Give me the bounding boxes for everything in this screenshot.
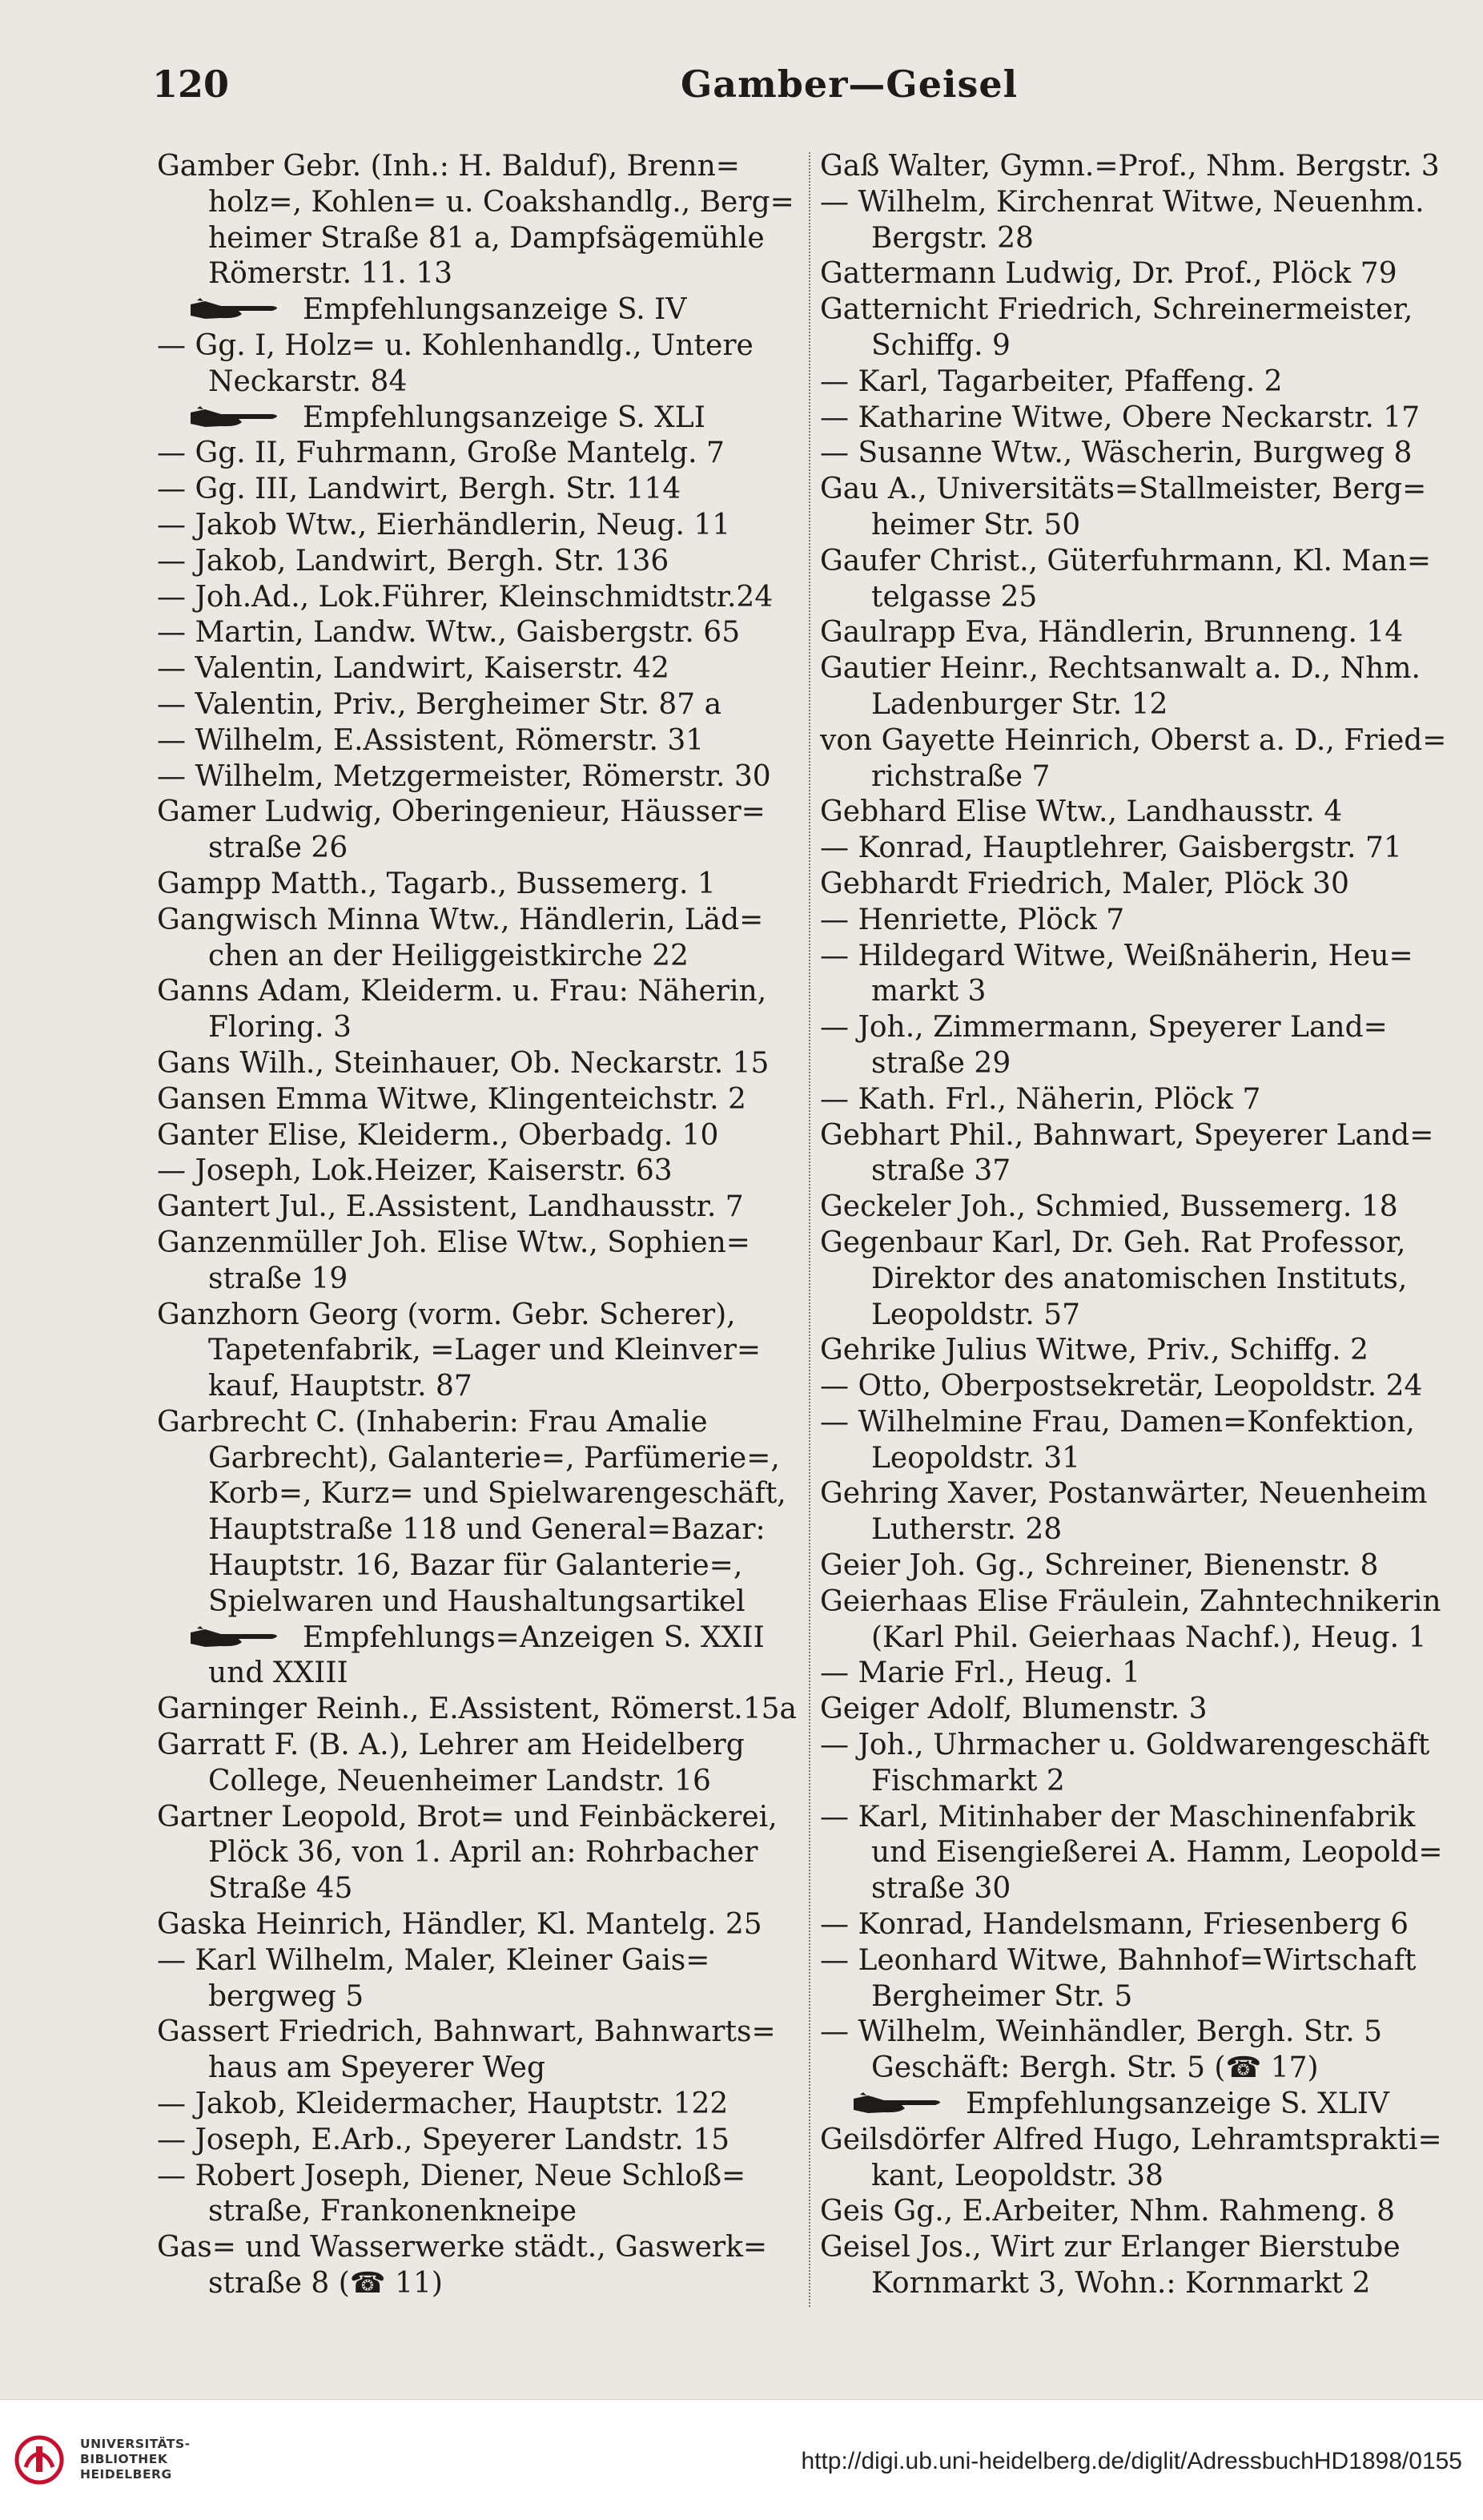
directory-entry: [820, 867, 1469, 903]
directory-entry: [157, 2123, 798, 2159]
entry-text: bergweg 5: [208, 1979, 364, 2013]
pointing-hand-icon: [189, 298, 285, 322]
entry-text: Tapetenfabrik, =Lager und Kleinver=: [208, 1334, 762, 1367]
entry-text: chen an der Heiliggeistkirche 22: [208, 939, 689, 972]
entry-text: — Wilhelm, Metzgermeister, Römerstr. 30: [157, 759, 771, 793]
entry-text: Geisel Jos., Wirt zur Erlanger Bierstube: [820, 2231, 1401, 2264]
entry-text: Empfehlungs=Anzeigen S. XXII: [303, 1620, 765, 1654]
entry-text: Geierhaas Elise Fräulein, Zahntechnikerin: [820, 1584, 1441, 1618]
entry-text: — Susanne Wtw., Wäscherin, Burgweg 8: [820, 437, 1413, 470]
entry-text: — Konrad, Handelsmann, Friesenberg 6: [820, 1908, 1409, 1942]
entry-text: — Wilhelmine Frau, Damen=Konfektion,: [820, 1405, 1415, 1439]
entry-text: Gas= und Wasserwerke städt., Gaswerk=: [157, 2231, 768, 2264]
entry-text: Römerstr. 11. 13: [208, 257, 453, 291]
entry-text: Geschäft: Bergh. Str. 5 (☎ 17): [871, 2051, 1319, 2085]
entry-text: Gampp Matth., Tagarb., Bussemerg. 1: [157, 867, 716, 900]
entry-text: Schiffg. 9: [871, 328, 1011, 362]
entry-text: Spielwaren und Haushaltungsartikel: [208, 1584, 746, 1618]
entry-text: (Karl Phil. Geierhaas Nachf.), Heug. 1: [871, 1620, 1427, 1654]
directory-entry: [820, 256, 1469, 292]
directory-entry: [157, 1692, 798, 1728]
library-name-line-3: HEIDELBERG: [80, 2467, 172, 2482]
entry-text: Gassert Friedrich, Bahnwart, Bahnwarts=: [157, 2015, 776, 2049]
directory-entry: [820, 544, 1469, 580]
entry-text: — Kath. Frl., Näherin, Plöck 7: [820, 1082, 1261, 1116]
directory-entry: [157, 1226, 798, 1262]
entry-continuation: [820, 1262, 1469, 1298]
directory-entry: [820, 1082, 1469, 1118]
directory-entry: [157, 651, 798, 687]
directory-entry: [157, 1800, 798, 1836]
entry-continuation: [820, 1764, 1469, 1800]
entry-text: Empfehlungsanzeige S. IV: [303, 293, 687, 327]
entry-text: Ganter Elise, Kleiderm., Oberbadg. 10: [157, 1118, 719, 1152]
entry-continuation: [820, 508, 1469, 544]
directory-entry: [820, 185, 1469, 221]
entry-continuation: [820, 1153, 1469, 1190]
entry-continuation: [157, 256, 798, 292]
entry-text: Gamber Gebr. (Inh.: H. Balduf), Brenn=: [157, 150, 740, 183]
entry-text: — Martin, Landw. Wtw., Gaisbergstr. 65: [157, 616, 741, 650]
entry-continuation: [157, 1333, 798, 1369]
entry-text: Gegenbaur Karl, Dr. Geh. Rat Professor,: [820, 1226, 1406, 1259]
entry-text: — Jakob, Landwirt, Bergh. Str. 136: [157, 544, 669, 578]
entry-text: Leopoldstr. 31: [871, 1441, 1081, 1475]
directory-entry: [157, 508, 798, 544]
entry-text: Gaska Heinrich, Händler, Kl. Mantelg. 25: [157, 1908, 762, 1942]
directory-entry: [820, 149, 1469, 185]
directory-entry: [157, 2087, 798, 2123]
entry-continuation: [157, 2266, 798, 2302]
entry-continuation: [157, 1369, 798, 1405]
entry-text: — Konrad, Hauptlehrer, Gaisbergstr. 71: [820, 831, 1402, 865]
entry-text: Floring. 3: [208, 1011, 352, 1045]
entry-text: Gebhart Phil., Bahnwart, Speyerer Land=: [820, 1118, 1434, 1152]
entry-text: Gamer Ludwig, Oberingenieur, Häusser=: [157, 795, 766, 829]
entry-text: Gans Wilh., Steinhauer, Ob. Neckarstr. 15: [157, 1046, 770, 1080]
entry-text: Geier Joh. Gg., Schreiner, Bienenstr. 8: [820, 1549, 1379, 1583]
viewer-footer: [0, 2399, 1483, 2520]
entry-text: Gatternicht Friedrich, Schreinermeister,: [820, 293, 1413, 327]
entry-text: — Wilhelm, E.Assistent, Römerstr. 31: [157, 723, 705, 757]
pointing-hand-icon: [189, 406, 285, 430]
entry-continuation: [157, 1476, 798, 1512]
directory-entry: [157, 1405, 798, 1441]
entry-continuation: [157, 2194, 798, 2230]
directory-entry: [157, 2015, 798, 2051]
directory-entry: [157, 544, 798, 580]
entry-continuation: [157, 185, 798, 221]
entry-text: Gantert Jul., E.Assistent, Landhausstr. 7: [157, 1190, 744, 1224]
entry-text: — Jakob, Kleidermacher, Hauptstr. 122: [157, 2087, 729, 2121]
entry-text: Garninger Reinh., E.Assistent, Römerst.15a: [157, 1693, 797, 1726]
directory-entry: [820, 1369, 1469, 1405]
entry-text: Gangwisch Minna Wtw., Händlerin, Läd=: [157, 903, 764, 936]
entry-text: — Karl Wilhelm, Maler, Kleiner Gais=: [157, 1943, 710, 1977]
pointing-hand-icon: [852, 2092, 948, 2116]
entry-text: Gaulrapp Eva, Händlerin, Brunneng. 14: [820, 616, 1404, 650]
entry-text: — Joh., Zimmermann, Speyerer Land=: [820, 1011, 1388, 1045]
entry-text: — Wilhelm, Weinhändler, Bergh. Str. 5: [820, 2015, 1383, 2049]
entry-continuation: [820, 221, 1469, 257]
entry-text: kant, Leopoldstr. 38: [871, 2159, 1163, 2192]
directory-entry: [820, 795, 1469, 831]
entry-text: Gebhardt Friedrich, Maler, Plöck 30: [820, 867, 1349, 900]
entry-text: straße 26: [208, 831, 348, 865]
directory-entry: [820, 401, 1469, 437]
entry-text: Ganns Adam, Kleiderm. u. Frau: Näherin,: [157, 975, 767, 1008]
column-divider: [809, 152, 810, 2307]
advertisement-reference: [157, 1620, 798, 1657]
pointing-hand-icon: [189, 1626, 285, 1650]
directory-entry: [157, 1943, 798, 1979]
entry-text: Garbrecht C. (Inhaberin: Frau Amalie: [157, 1405, 708, 1439]
entry-text: Leopoldstr. 57: [871, 1298, 1081, 1331]
entry-text: telgasse 25: [871, 580, 1038, 614]
directory-entry: [157, 1298, 798, 1334]
entry-text: — Gg. II, Fuhrmann, Große Mantelg. 7: [157, 437, 725, 470]
directory-entry: [820, 1728, 1469, 1764]
entry-text: College, Neuenheimer Landstr. 16: [208, 1764, 711, 1797]
entry-continuation: [820, 1871, 1469, 1907]
permalink-url[interactable]: http://digi.ub.uni-heidelberg.de/diglit/AdressbuchHD1898/0155: [801, 2448, 1462, 2474]
entry-text: Bergheimer Str. 5: [871, 1979, 1133, 2013]
entry-text: Gaufer Christ., Güterfuhrmann, Kl. Man=: [820, 544, 1432, 578]
entry-text: Geckeler Joh., Schmied, Bussemerg. 18: [820, 1190, 1398, 1224]
entry-continuation: [820, 2051, 1469, 2087]
entry-text: — Robert Joseph, Diener, Neue Schloß=: [157, 2159, 746, 2192]
entry-text: — Joseph, E.Arb., Speyerer Landstr. 15: [157, 2123, 730, 2156]
entry-continuation: [157, 1871, 798, 1907]
entry-text: — Henriette, Plöck 7: [820, 903, 1125, 936]
entry-continuation: [157, 1010, 798, 1046]
directory-entry: [157, 436, 798, 472]
entry-text: straße 8 (☎ 11): [208, 2267, 443, 2301]
directory-entry: [820, 2015, 1469, 2051]
entry-text: Bergstr. 28: [871, 221, 1034, 255]
directory-entry: [820, 1548, 1469, 1584]
directory-entry: [820, 1907, 1469, 1943]
entry-text: — Karl, Tagarbeiter, Pfaffeng. 2: [820, 364, 1283, 398]
entry-text: Lutherstr. 28: [871, 1513, 1063, 1547]
entry-text: und XXIII: [208, 1657, 348, 1690]
directory-entry: [820, 1226, 1469, 1262]
entry-continuation: [157, 1656, 798, 1692]
entry-text: heimer Str. 50: [871, 508, 1081, 541]
entry-text: — Wilhelm, Kirchenrat Witwe, Neuenhm.: [820, 185, 1425, 219]
entry-text: — Joh., Uhrmacher u. Goldwarengeschäft: [820, 1729, 1430, 1762]
entry-text: Geilsdörfer Alfred Hugo, Lehramtsprakti=: [820, 2123, 1442, 2156]
entry-text: Gehring Xaver, Postanwärter, Neuenheim: [820, 1477, 1428, 1511]
directory-entry: [157, 1046, 798, 1082]
advertisement-reference: [157, 292, 798, 328]
entry-text: Korb=, Kurz= und Spielwarengeschäft,: [208, 1477, 786, 1511]
directory-entry: [820, 1800, 1469, 1836]
entry-text: straße 19: [208, 1262, 348, 1295]
entry-text: Straße 45: [208, 1872, 353, 1906]
entry-text: Gehrike Julius Witwe, Priv., Schiffg. 2: [820, 1334, 1368, 1367]
entry-continuation: [820, 687, 1469, 723]
entry-continuation: [157, 831, 798, 867]
entry-text: Gattermann Ludwig, Dr. Prof., Plöck 79: [820, 257, 1397, 291]
entry-text: Plöck 36, von 1. April an: Rohrbacher: [208, 1836, 758, 1870]
entry-continuation: [820, 1046, 1469, 1082]
entry-continuation: [157, 1262, 798, 1298]
entry-text: Gau A., Universitäts=Stallmeister, Berg=: [820, 473, 1427, 506]
entry-text: — Hildegard Witwe, Weißnäherin, Heu=: [820, 939, 1413, 972]
directory-entry: [157, 472, 798, 508]
directory-entry: [820, 364, 1469, 401]
entry-continuation: [820, 580, 1469, 616]
directory-entry: [820, 651, 1469, 687]
entry-text: heimer Straße 81 a, Dampfsägemühle: [208, 221, 765, 255]
directory-entry: [157, 1907, 798, 1943]
entry-text: Gebhard Elise Wtw., Landhausstr. 4: [820, 795, 1343, 829]
directory-entry: [820, 723, 1469, 759]
entry-text: straße 37: [871, 1154, 1011, 1188]
page-number: 120: [152, 62, 230, 106]
library-name-line-2: BIBLIOTHEK: [80, 2452, 168, 2466]
directory-entry: [157, 723, 798, 759]
entry-continuation: [157, 1835, 798, 1871]
entry-continuation: [157, 1512, 798, 1548]
directory-entry: [157, 867, 798, 903]
directory-entry: [157, 2159, 798, 2195]
advertisement-reference: [820, 2087, 1469, 2123]
directory-entry: [820, 831, 1469, 867]
directory-entry: [157, 149, 798, 185]
entry-continuation: [157, 2051, 798, 2087]
entry-continuation: [820, 1835, 1469, 1871]
entry-text: — Gg. III, Landwirt, Bergh. Str. 114: [157, 473, 681, 506]
entry-text: — Joseph, Lok.Heizer, Kaiserstr. 63: [157, 1154, 673, 1188]
directory-entry: [157, 903, 798, 939]
entry-text: Empfehlungsanzeige S. XLIV: [966, 2087, 1389, 2121]
directory-entry: [820, 1656, 1469, 1692]
entry-text: — Valentin, Landwirt, Kaiserstr. 42: [157, 652, 669, 686]
entry-text: — Valentin, Priv., Bergheimer Str. 87 a: [157, 687, 722, 721]
directory-entry: [820, 1584, 1469, 1620]
entry-text: Gaß Walter, Gymn.=Prof., Nhm. Bergstr. 3: [820, 150, 1440, 183]
entry-text: kauf, Hauptstr. 87: [208, 1370, 472, 1403]
entry-continuation: [820, 2159, 1469, 2195]
entry-continuation: [157, 364, 798, 401]
library-name-line-1: UNIVERSITÄTS-: [80, 2437, 191, 2451]
entry-text: richstraße 7: [871, 759, 1051, 793]
entry-text: Garbrecht), Galanterie=, Parfümerie=,: [208, 1441, 780, 1475]
entry-text: Gartner Leopold, Brot= und Feinbäckerei,: [157, 1800, 778, 1834]
entry-text: Geis Gg., E.Arbeiter, Nhm. Rahmeng. 8: [820, 2195, 1396, 2228]
entry-continuation: [820, 1979, 1469, 2015]
entry-continuation: [820, 1298, 1469, 1334]
entry-text: Ganzhorn Georg (vorm. Gebr. Scherer),: [157, 1298, 736, 1331]
directory-entry: [157, 1153, 798, 1190]
directory-entry: [820, 1333, 1469, 1369]
left-column: [157, 149, 798, 2302]
entry-continuation: [820, 1620, 1469, 1657]
entry-text: — Leonhard Witwe, Bahnhof=Wirtschaft: [820, 1943, 1417, 1977]
directory-entry: [820, 2230, 1469, 2266]
entry-continuation: [820, 1512, 1469, 1548]
entry-text: haus am Speyerer Weg: [208, 2051, 546, 2085]
entry-text: markt 3: [871, 975, 987, 1008]
entry-text: — Jakob Wtw., Eierhändlerin, Neug. 11: [157, 508, 731, 541]
entry-text: Empfehlungsanzeige S. XLI: [303, 401, 705, 434]
entry-continuation: [157, 1764, 798, 1800]
entry-continuation: [157, 1441, 798, 1477]
directory-entry: [157, 1728, 798, 1764]
directory-entry: [820, 1118, 1469, 1154]
entry-continuation: [157, 939, 798, 975]
university-library-logo-icon[interactable]: [14, 2435, 64, 2485]
entry-continuation: [820, 328, 1469, 364]
entry-text: von Gayette Heinrich, Oberst a. D., Fried=: [820, 723, 1447, 757]
entry-text: Garratt F. (B. A.), Lehrer am Heidelberg: [157, 1729, 745, 1762]
entry-text: Ladenburger Str. 12: [871, 687, 1168, 721]
entry-text: Hauptstr. 16, Bazar für Galanterie=,: [208, 1549, 743, 1583]
directory-entry: [820, 939, 1469, 975]
entry-text: — Katharine Witwe, Obere Neckarstr. 17: [820, 401, 1421, 434]
directory-entry: [820, 472, 1469, 508]
entry-text: Fischmarkt 2: [871, 1764, 1065, 1797]
entry-text: Kornmarkt 3, Wohn.: Kornmarkt 2: [871, 2267, 1371, 2301]
directory-entry: [157, 1082, 798, 1118]
entry-continuation: [157, 1548, 798, 1584]
entry-continuation: [820, 974, 1469, 1010]
entry-text: — Karl, Mitinhaber der Maschinenfabrik: [820, 1800, 1416, 1834]
directory-entry: [820, 615, 1469, 651]
entry-continuation: [157, 1979, 798, 2015]
running-head: Gamber—Geisel: [681, 62, 1019, 106]
directory-entry: [820, 2194, 1469, 2230]
entry-continuation: [820, 759, 1469, 795]
entry-text: — Otto, Oberpostsekretär, Leopoldstr. 24: [820, 1370, 1423, 1403]
directory-entry: [157, 759, 798, 795]
entry-text: straße 30: [871, 1872, 1011, 1906]
entry-text: — Marie Frl., Heug. 1: [820, 1657, 1140, 1690]
entry-text: — Joh.Ad., Lok.Führer, Kleinschmidtstr.24: [157, 580, 774, 614]
directory-entry: [820, 292, 1469, 328]
advertisement-reference: [157, 401, 798, 437]
directory-entry: [820, 1010, 1469, 1046]
entry-text: holz=, Kohlen= u. Coakshandlg., Berg=: [208, 185, 794, 219]
directory-entry: [820, 903, 1469, 939]
directory-entry: [157, 974, 798, 1010]
directory-entry: [157, 580, 798, 616]
directory-entry: [820, 436, 1469, 472]
entry-text: straße, Frankonenkneipe: [208, 2195, 577, 2228]
entry-text: Geiger Adolf, Blumenstr. 3: [820, 1693, 1208, 1726]
directory-entry: [157, 795, 798, 831]
entry-text: Ganzenmüller Joh. Elise Wtw., Sophien=: [157, 1226, 750, 1259]
entry-text: Neckarstr. 84: [208, 364, 408, 398]
entry-continuation: [820, 2266, 1469, 2302]
directory-entry: [820, 1476, 1469, 1512]
entry-continuation: [820, 1441, 1469, 1477]
entry-text: Gansen Emma Witwe, Klingenteichstr. 2: [157, 1082, 746, 1116]
entry-text: Direktor des anatomischen Instituts,: [871, 1262, 1408, 1295]
entry-text: — Gg. I, Holz= u. Kohlenhandlg., Untere: [157, 328, 754, 362]
directory-entry: [820, 1405, 1469, 1441]
directory-entry: [820, 1692, 1469, 1728]
directory-entry: [157, 328, 798, 364]
directory-entry: [820, 1943, 1469, 1979]
entry-text: Hauptstraße 118 und General=Bazar:: [208, 1513, 766, 1547]
directory-entry: [157, 1190, 798, 1226]
directory-entry: [820, 1190, 1469, 1226]
directory-entry: [157, 687, 798, 723]
entry-continuation: [157, 1584, 798, 1620]
entry-text: straße 29: [871, 1046, 1011, 1080]
right-column: [820, 149, 1469, 2302]
directory-entry: [820, 2123, 1469, 2159]
page-header: [152, 56, 1401, 120]
library-name: [80, 2437, 191, 2482]
directory-entry: [157, 1118, 798, 1154]
entry-text: Gautier Heinr., Rechtsanwalt a. D., Nhm.: [820, 652, 1421, 686]
entry-text: und Eisengießerei A. Hamm, Leopold=: [871, 1836, 1443, 1870]
directory-entry: [157, 2230, 798, 2266]
directory-entry: [157, 615, 798, 651]
entry-continuation: [157, 221, 798, 257]
